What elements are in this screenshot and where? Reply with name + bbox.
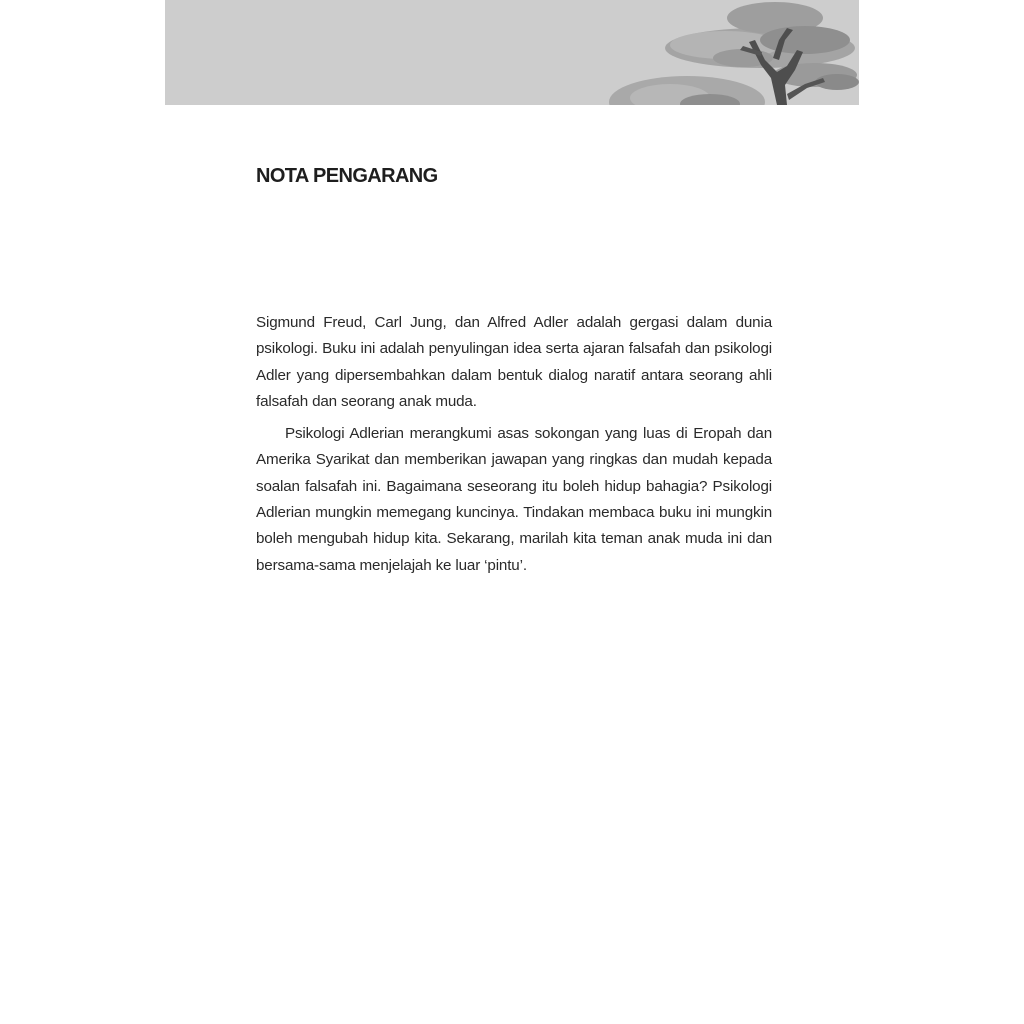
book-page <box>165 0 859 1024</box>
body-text <box>256 310 772 585</box>
header-band <box>165 0 859 105</box>
paragraph-1: Sigmund Freud, Carl Jung, dan Alfred Adler adalah gergasi dalam dunia psikologi. Buku ini adalah penyulingan idea serta ajaran falsafah dan psikologi Adler yang dipersembahkan dalam bentuk dialog naratif antara seorang ahli falsafah dan seorang anak muda. <box>256 314 772 410</box>
bonsai-tree-icon <box>165 0 859 105</box>
page-title: NOTA PENGARANG <box>256 165 438 187</box>
paragraph-2: Psikologi Adlerian merangkumi asas sokongan yang luas di Eropah dan Amerika Syarikat dan memberikan jawapan yang ringkas dan mudah kepada soalan falsafah ini. Bagaimana seseorang itu boleh hidup bahagia? Psikologi Adlerian mungkin memegang kuncinya. Tindakan membaca buku ini mungkin boleh mengubah hidup kita. Sekarang, marilah kita teman anak muda ini dan bersama-sama menjelajah ke luar ‘pintu’. <box>256 425 772 574</box>
